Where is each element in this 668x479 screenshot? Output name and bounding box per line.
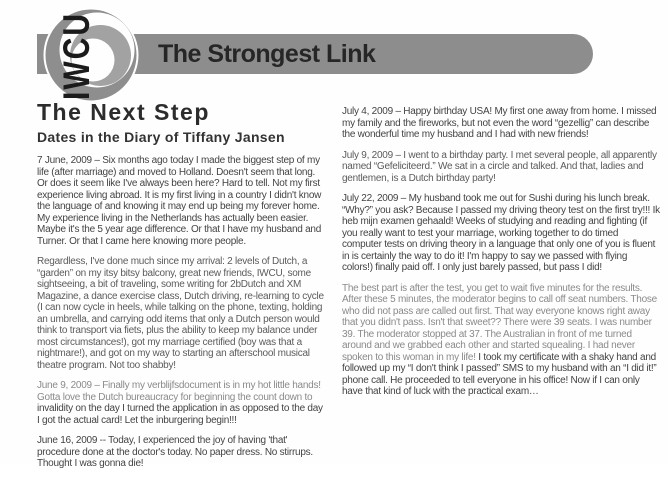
swirl-logo-icon — [43, 7, 139, 103]
diary-entry-9-july — [342, 150, 660, 185]
diary-entry-22-july — [342, 193, 660, 274]
diary-entry-regardless — [37, 256, 327, 371]
article-subtitle: Dates in the Diary of Tiffany Jansen — [37, 129, 285, 146]
left-column — [37, 100, 327, 479]
entry-text: June 9, 2009 – Finally my verblijfsdocument is in my hot little hands! Gotta love the Dutch bureaucracy for beginning the count down to — [37, 380, 321, 403]
entry-text: invalidity on the day I turned the application in as opposed to the day I got the actual card! Let the inburgering begin!!! — [37, 403, 323, 426]
iwcu-logo-text: IWCU — [56, 12, 98, 100]
entry-text: June 16, 2009 -- Today, I experienced the joy of having 'that' procedure done at the doctor's today. No paper dress. No stirrups. Thought I was gonna die! — [37, 435, 313, 470]
iwcu-logo — [43, 7, 139, 103]
diary-entry-9-june — [37, 380, 327, 426]
newsletter-title: The Strongest Link — [158, 40, 376, 68]
entry-text: July 9, 2009 – I went to a birthday party. I met several people, all apparently named “Gefeliciteerd.” We sat in a circle and talked. And that, ladies and gentlemen, is a Dutch birthday party! — [342, 149, 657, 184]
entry-text: I took my certificate with a shaky hand and followed up my “I don't think I passed” SMS to my husband with an “I did it!” phone call. He proceeded to tell everyone in his office! Now if I can only have that kind of luck with the practical exam… — [342, 351, 657, 397]
entry-text: July 22, 2009 – My husband took me out for Sushi during his lunch break. “Why?” you ask? Because I passed my driving theory test on the first try!!! Ik heb mijn examen gehaald! Weeks of studying and reading and fighting (if you really want to test your marriage, working together to do timed computer tests on driving theory in a language that only one of you is fluent in is certainly the way to do it! I'm happy to say we passed with flying colors!) finally paid off. I only just barely passed, but pass I did! — [342, 193, 660, 273]
diary-entry-16-june — [37, 435, 327, 470]
entry-text: July 4, 2009 – Happy birthday USA! My first one away from home. I missed my family and the fireworks, but not even the word “gezellig” can describe the wonderful time my husband and I had with new friends! — [342, 106, 657, 140]
diary-entry-7-june — [37, 155, 327, 247]
article-title: The Next Step — [37, 99, 210, 125]
diary-entry-4-july — [342, 106, 660, 141]
entry-text: Regardless, I've done much since my arrival: 2 levels of Dutch, a “garden” on my itsy bitsy balcony, great new friends, IWCU, some sightseeing, a bit of traveling, some writing for 2bDutch and XM Magazine, a dance exercise class, Dutch driving, re-learning to cycle (I can now cycle in heels, while talking on the phone, texting, holding an umbrella, and carrying odd items that only a Dutch person would think to transport via fiets, plus the ability to keep my balance under most circumstances!), got my marriage certified (boy was that a nightmare!), and got on my way to starting an afterschool musical theatre program. Not too shabby! — [37, 256, 324, 371]
diary-entry-best-part — [342, 283, 660, 398]
entry-text: The best part is after the test, you get to wait five minutes for the results. After these 5 minutes, the moderator begins to call off seat numbers. Those who did not pass are called out first. That way everyone knows right away that you didn't pass. Isn't that sweet?? There were 39 seats. I was number 39. The moderator stopped at 37. The Australian in front of me turned around and we grabbed each other and started squealing. I had never spoken to this woman in my life! — [342, 282, 657, 363]
entry-text: 7 June, 2009 – Six months ago today I made the biggest step of my life (after marriage) and moved to Holland. Doesn't seem that long. Or does it seem like I've always been here? Hard to tell. Not my first experience living abroad. It is my first living in a country I didn't know the language of and knowing it may end up being my forever home. My experience living in the Netherlands has actually been easier. Maybe it's the 5 year age difference. Or that I have my husband and Turner. Or that I came here knowing more people. — [37, 155, 322, 247]
right-column — [342, 106, 660, 407]
